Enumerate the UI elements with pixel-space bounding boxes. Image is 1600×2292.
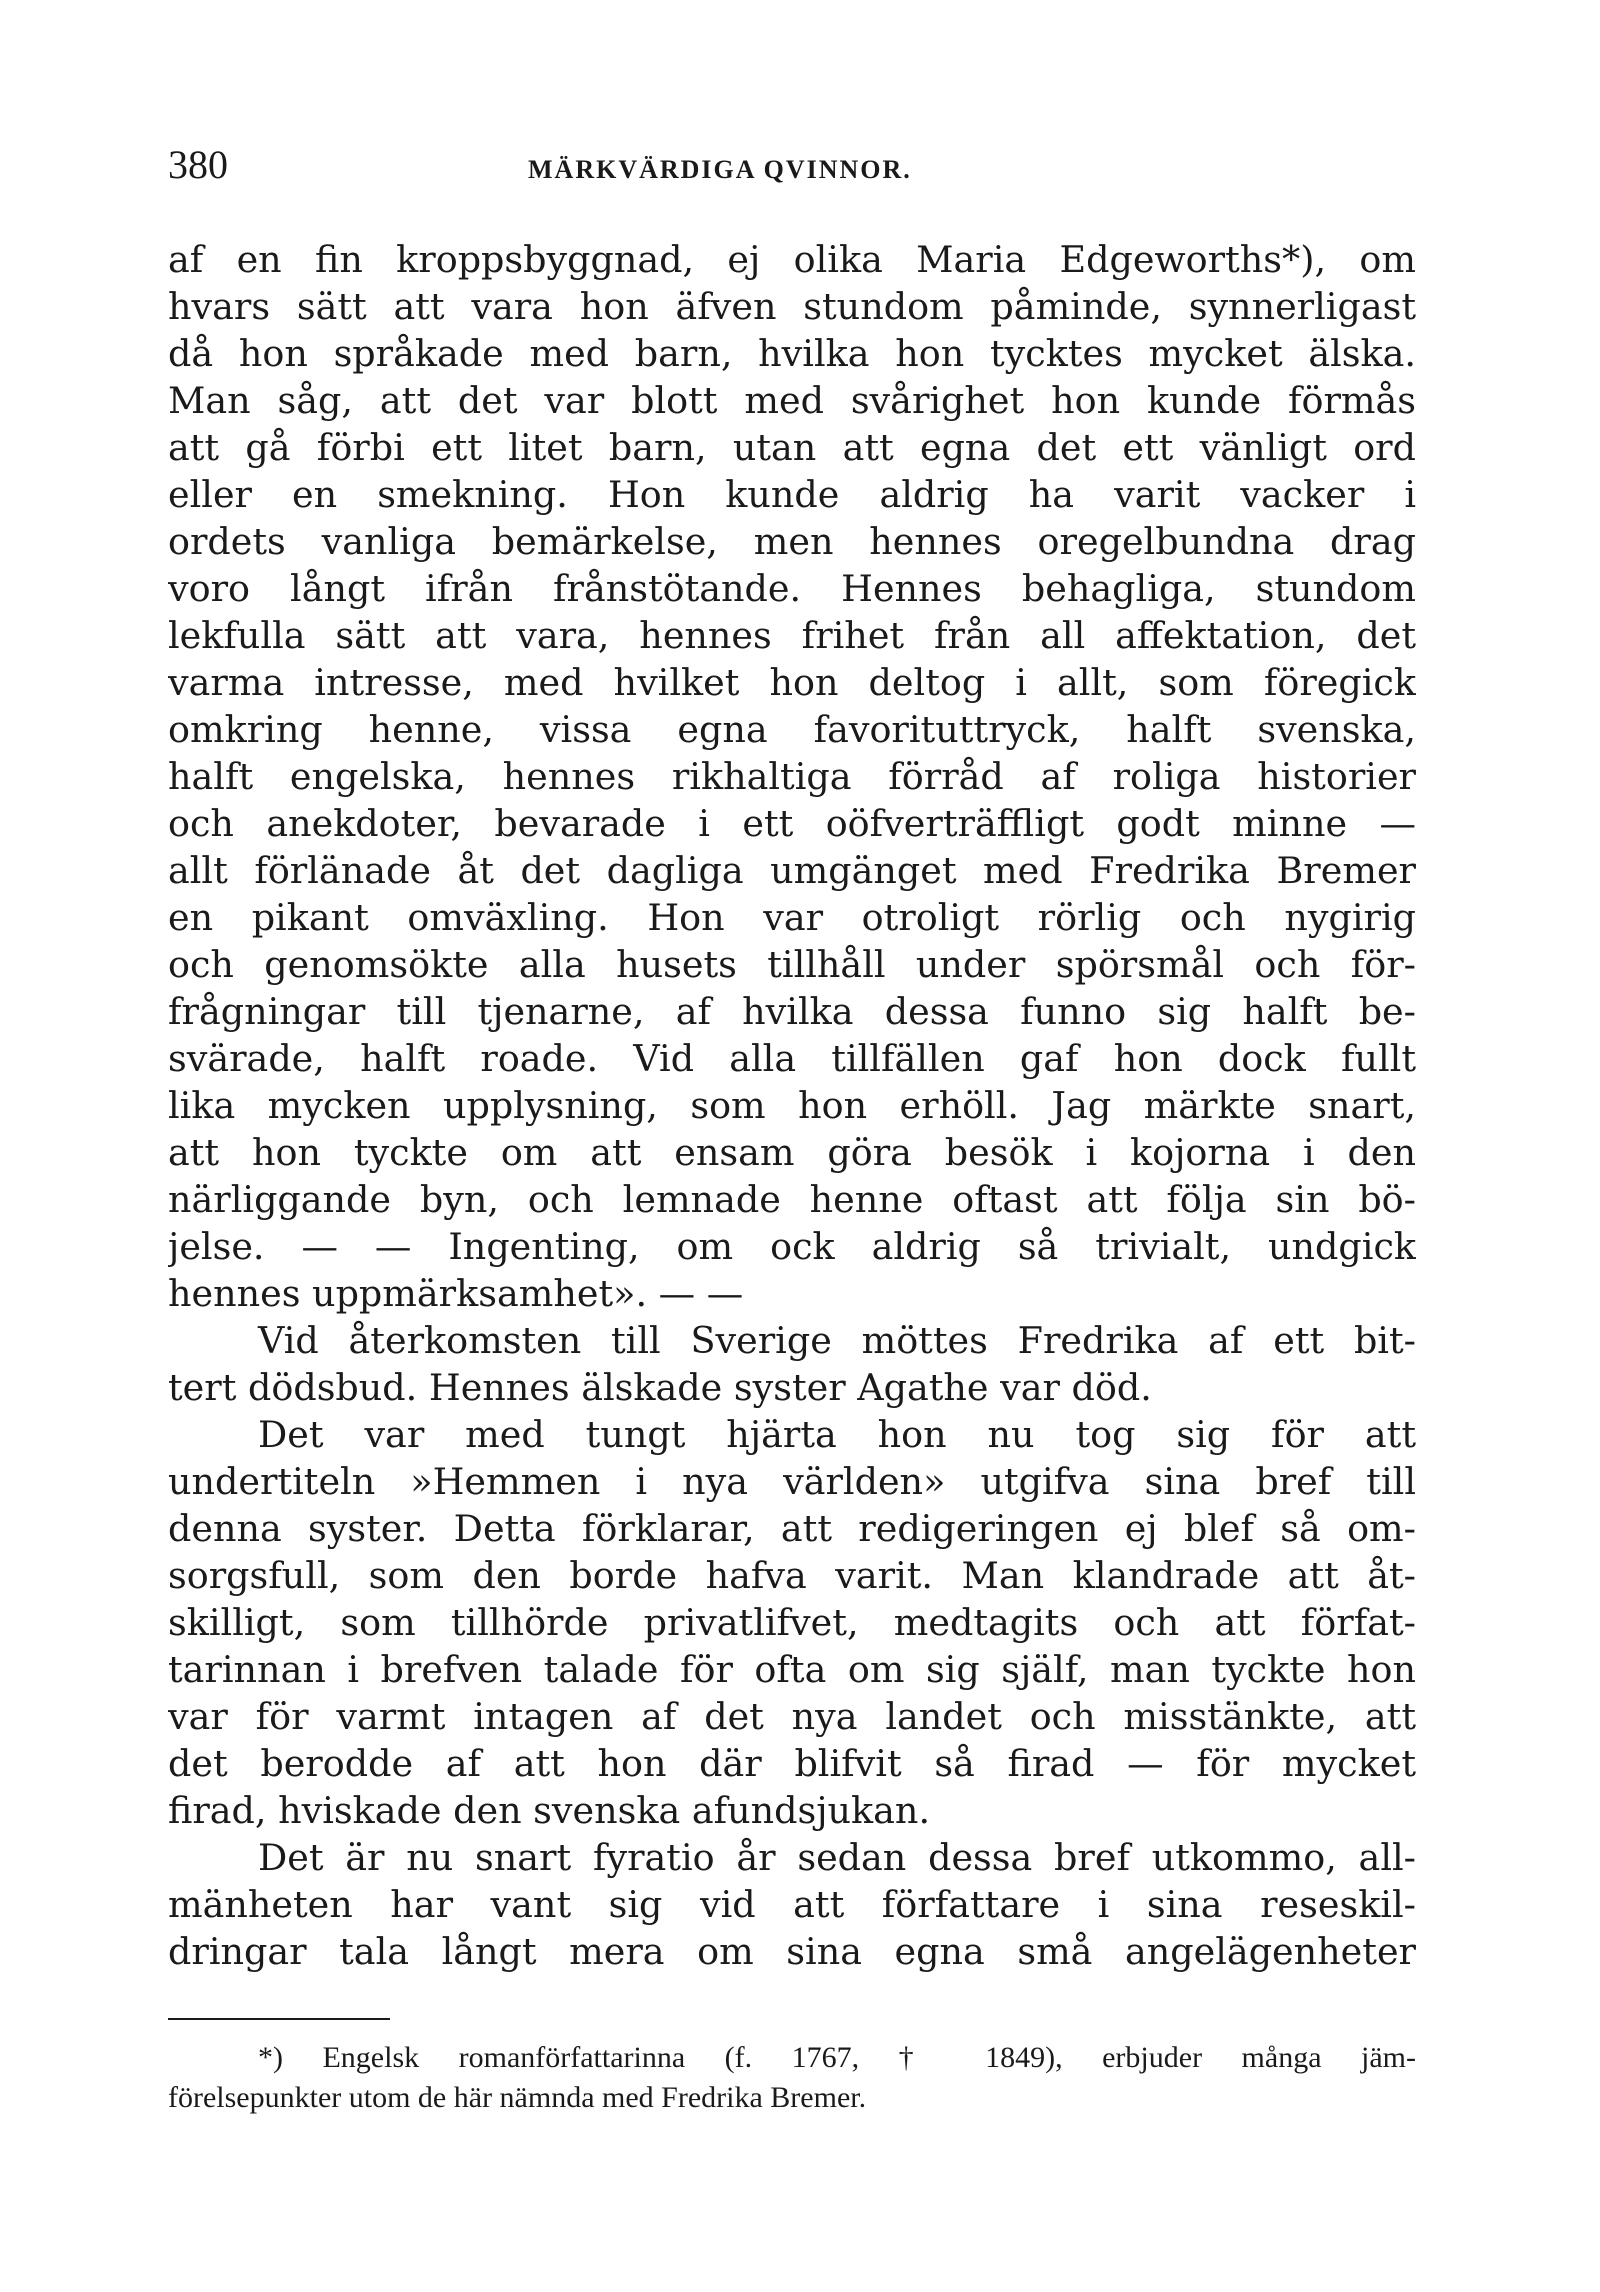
footnotes: [168, 2038, 1416, 2118]
running-head: MÄRKVÄRDIGA QVINNOR.: [528, 155, 912, 184]
text-line: voro långt ifrån frånstötande. Hennes behagliga, stundom: [168, 567, 1416, 610]
text-line: frågningar till tjenarne, af hvilka dessa funno sig halft be-: [168, 990, 1416, 1033]
page-header: [168, 140, 1416, 200]
text-line: ordets vanliga bemärkelse, men hennes oregelbundna drag: [168, 520, 1416, 563]
text-line: hennes uppmärksamhet». — —: [168, 1272, 744, 1315]
text-line: firad, hviskade den svenska afundsjukan.: [168, 1789, 931, 1832]
text-line: att hon tyckte om att ensam göra besök i kojorna i den: [168, 1131, 1416, 1174]
text-line: jelse. — — Ingenting, om ock aldrig så trivialt, undgick: [168, 1225, 1416, 1268]
text-line: lika mycken upplysning, som hon erhöll. Jag märkte snart,: [168, 1084, 1416, 1127]
footnote-line: förelsepunkter utom de här nämnda med Fredrika Bremer.: [168, 2081, 867, 2114]
text-line: Det var med tungt hjärta hon nu tog sig för att: [258, 1413, 1416, 1456]
text-line: svärade, halft roade. Vid alla tillfällen gaf hon dock fullt: [168, 1037, 1416, 1080]
text-line: tert dödsbud. Hennes älskade syster Agathe var död.: [168, 1366, 1152, 1409]
text-line: hvars sätt att vara hon äfven stundom påminde, synnerligast: [168, 285, 1416, 328]
text-line: eller en smekning. Hon kunde aldrig ha varit vacker i: [168, 473, 1416, 516]
text-line: det berodde af att hon där blifvit så firad — för mycket: [168, 1742, 1416, 1785]
text-line: skilligt, som tillhörde privatlifvet, medtagits och att förfat-: [168, 1601, 1416, 1644]
text-line: denna syster. Detta förklarar, att redigeringen ej blef så om-: [168, 1507, 1416, 1550]
text-line: Vid återkomsten till Sverige möttes Fredrika af ett bit-: [258, 1319, 1416, 1362]
text-line: omkring henne, vissa egna favorituttryck, halft svenska,: [168, 708, 1416, 751]
text-line: sorgsfull, som den borde hafva varit. Man klandrade att åt-: [168, 1554, 1416, 1597]
text-line: varma intresse, med hvilket hon deltog i allt, som föregick: [168, 661, 1416, 704]
text-line: af en fin kroppsbyggnad, ej olika Maria Edgeworths*), om: [168, 238, 1416, 281]
text-line: dringar tala långt mera om sina egna små angelägenheter: [168, 1930, 1416, 1973]
text-line: en pikant omväxling. Hon var otroligt rörlig och nygirig: [168, 896, 1416, 939]
text-line: och genomsökte alla husets tillhåll under spörsmål och för-: [168, 943, 1416, 986]
text-line: mänheten har vant sig vid att författare i sina reseskil-: [168, 1883, 1416, 1926]
text-line: att gå förbi ett litet barn, utan att egna det ett vänligt ord: [168, 426, 1416, 469]
text-line: lekfulla sätt att vara, hennes frihet från all affektation, det: [168, 614, 1416, 657]
footnote-line: *) Engelsk romanförfattarinna (f. 1767, † 1849), erbjuder många jäm-: [258, 2041, 1416, 2074]
text-line: undertiteln »Hemmen i nya världen» utgifva sina bref till: [168, 1460, 1416, 1503]
text-line: halft engelska, hennes rikhaltiga förråd af roliga historier: [168, 755, 1416, 798]
text-line: tarinnan i brefven talade för ofta om sig själf, man tyckte hon: [168, 1648, 1416, 1691]
text-line: närliggande byn, och lemnade henne oftast att följa sin bö-: [168, 1178, 1416, 1221]
text-line: och anekdoter, bevarade i ett oöfverträffligt godt minne —: [168, 802, 1416, 845]
page-number: 380: [168, 142, 228, 187]
footnote-divider: [168, 2018, 390, 2020]
body-text: [168, 236, 1416, 1975]
text-line: var för varmt intagen af det nya landet och misstänkte, att: [168, 1695, 1416, 1738]
text-line: allt förlänade åt det dagliga umgänget med Fredrika Bremer: [168, 849, 1416, 892]
text-line: Man såg, att det var blott med svårighet hon kunde förmås: [168, 379, 1416, 422]
text-line: Det är nu snart fyratio år sedan dessa bref utkommo, all-: [258, 1836, 1416, 1879]
text-line: då hon språkade med barn, hvilka hon tycktes mycket älska.: [168, 332, 1416, 375]
